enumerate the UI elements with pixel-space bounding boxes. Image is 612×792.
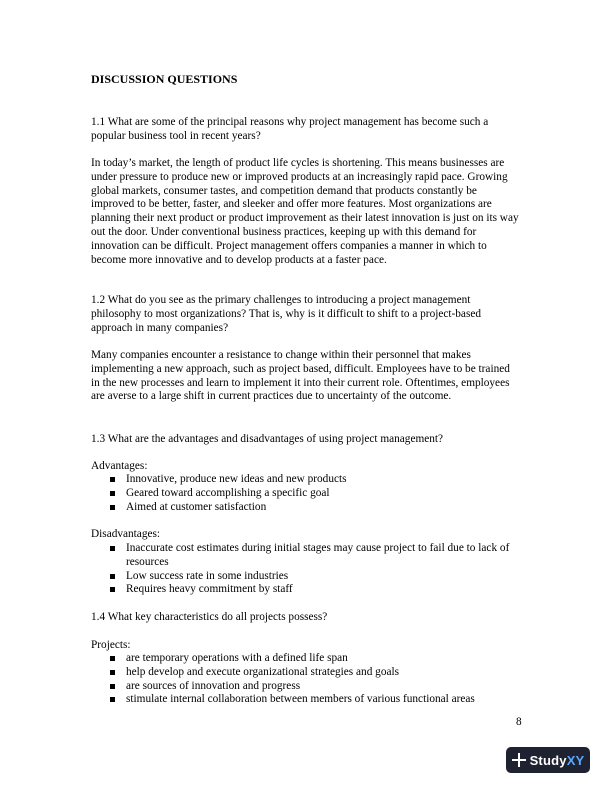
answer-1-1: In today’s market, the length of product life cycles is shortening. This means businesses are under pressure to produce new or improved products at an increasingly rapid pace. Growing global markets, consumer tastes, and competition demand that products constantly be improved to be better, faster, and sleeker and offer more features. Most organizations are planning their next product or product improvement as their latest innovation is just on its way out the door. Under conventional business practices, keeping up with this demand for innovation can be difficult. Project management offers companies a manner in which to become more innovative and to develop products at a faster pace.: [91, 157, 519, 266]
question-1-1: 1.1 What are some of the principal reasons why project management has become such a popular business tool in recent years?: [91, 116, 489, 142]
list-item: stimulate internal collaboration between members of various functional areas: [91, 693, 531, 707]
list-item: Inaccurate cost estimates during initial stages may cause project to fail due to lack of resources: [91, 542, 531, 570]
badge-text-accent: XY: [566, 752, 585, 768]
question-1-3: 1.3 What are the advantages and disadvantages of using project management?: [91, 433, 444, 445]
question-1-2: 1.2 What do you see as the primary challenges to introducing a project management philosophy to most organizations? That is, why is it difficult to shift to a project-based approach in many companies?: [91, 294, 482, 334]
question-1-4: 1.4 What key characteristics do all projects possess?: [91, 611, 328, 623]
answer-1-2: Many companies encounter a resistance to change within their personnel that makes implementing a new approach, such as project based, difficult. Employees have to be trained in the new processes and learn to implement it into their current role. Oftentimes, employees are averse to a large shift in current practices due to uncertainty of the outcome.: [91, 349, 510, 403]
badge-text-main: Study: [529, 752, 567, 768]
page-heading: DISCUSSION QUESTIONS: [91, 72, 238, 86]
page-number: 8: [516, 716, 522, 728]
projects-list: [91, 652, 531, 707]
disadvantages-label: Disadvantages:: [91, 528, 161, 540]
list-item: Requires heavy commitment by staff: [91, 583, 531, 597]
disadvantages-list: [91, 542, 531, 597]
list-item: are sources of innovation and progress: [91, 680, 531, 694]
list-item: Low success rate in some industries: [91, 570, 531, 584]
advantages-label: Advantages:: [91, 460, 148, 472]
projects-label: Projects:: [91, 639, 131, 651]
plus-icon: [512, 753, 526, 767]
list-item: are temporary operations with a defined life span: [91, 652, 531, 666]
badge-label: [530, 753, 585, 768]
list-item: Innovative, produce new ideas and new products: [91, 473, 531, 487]
advantages-list: [91, 473, 531, 514]
list-item: Geared toward accomplishing a specific goal: [91, 487, 531, 501]
list-item: help develop and execute organizational strategies and goals: [91, 666, 531, 680]
list-item: Aimed at customer satisfaction: [91, 501, 531, 515]
studyxy-badge[interactable]: [506, 747, 590, 773]
